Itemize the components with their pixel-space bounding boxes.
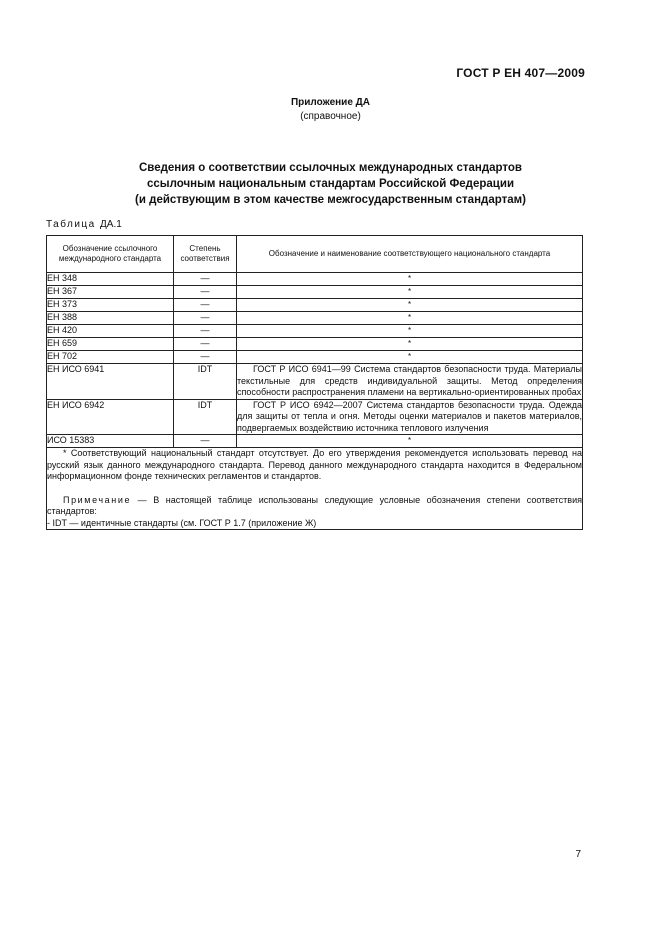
document-title-line: ссылочным национальным стандартам Российской Федерации: [146, 178, 515, 190]
cell-degree: —: [174, 325, 237, 338]
table-row: [47, 338, 583, 351]
cell-designation: ИСО 15383: [47, 435, 174, 448]
document-title: [60, 160, 601, 208]
document-title-line: Сведения о соответствии ссылочных международных стандартов: [138, 162, 522, 174]
cell-national-standard: *: [237, 286, 583, 299]
cell-national-standard: [237, 399, 583, 435]
table-footnote-cell: [47, 448, 583, 530]
cell-degree: —: [174, 299, 237, 312]
appendix-type: (справочное): [300, 111, 361, 122]
cell-designation: ЕН ИСО 6941: [47, 364, 174, 400]
table-footer-row: [47, 448, 583, 530]
table-row: [47, 364, 583, 400]
note-label: Примечание: [63, 494, 132, 505]
cell-designation: ЕН 659: [47, 338, 174, 351]
cell-designation: ЕН ИСО 6942: [47, 399, 174, 435]
table-row: [47, 325, 583, 338]
table-row: [47, 299, 583, 312]
cell-national-standard: *: [237, 299, 583, 312]
national-standard-text: ГОСТ Р ИСО 6941—99 Система стандартов безопасности труда. Материалы текстильные для средств индивидуальной защиты. Метод определения способности распространения пламени на вертикально-ориентированных пробах: [237, 364, 582, 397]
appendix-heading: [0, 96, 661, 124]
cell-degree: —: [174, 312, 237, 325]
table-row: [47, 351, 583, 364]
document-title-line: (и действующим в этом качестве межгосударственным стандартам): [135, 194, 526, 206]
cell-degree: —: [174, 273, 237, 286]
table-footnote: * Соответствующий национальный стандарт отсутствует. До его утверждения рекомендуется использовать перевод на русский язык данного международного стандарта. Перевод данного международного стандарта находится в Федеральном информационном фонде технических регламентов и стандартов.: [47, 448, 582, 481]
table-row: [47, 312, 583, 325]
cell-degree: —: [174, 435, 237, 448]
cell-designation: ЕН 702: [47, 351, 174, 364]
cell-national-standard: *: [237, 273, 583, 286]
cell-national-standard: *: [237, 351, 583, 364]
cell-national-standard: *: [237, 435, 583, 448]
table-row: [47, 286, 583, 299]
cell-degree: IDT: [174, 399, 237, 435]
document-code: ГОСТ Р ЕН 407—2009: [456, 66, 585, 80]
table-row: [47, 399, 583, 435]
table-note: [47, 495, 582, 518]
note-text: — В настоящей таблице использованы следующие условные обозначения степени соответствия стандартов:: [47, 494, 582, 516]
cell-degree: IDT: [174, 364, 237, 400]
cell-designation: ЕН 348: [47, 273, 174, 286]
table-caption-number: ДА.1: [100, 219, 122, 230]
table-row: [47, 435, 583, 448]
national-standard-text: ГОСТ Р ИСО 6942—2007 Система стандартов безопасности труда. Одежда для защиты от тепла и огня. Методы оценки материалов и пакетов материалов, подвергаемых воздействию источника теплового излучения: [237, 399, 582, 433]
cell-national-standard: *: [237, 338, 583, 351]
table-caption: [46, 219, 122, 230]
cell-designation: ЕН 420: [47, 325, 174, 338]
cell-degree: —: [174, 338, 237, 351]
cell-national-standard: [237, 364, 583, 400]
appendix-title: Приложение ДА: [290, 97, 371, 108]
cell-degree: —: [174, 286, 237, 299]
column-header-degree: Степень соответствия: [174, 236, 237, 273]
table-caption-word: Таблица: [46, 219, 96, 230]
table-header-row: [47, 236, 583, 273]
cell-designation: ЕН 367: [47, 286, 174, 299]
column-header-national-standard: Обозначение и наименование соответствующего национального стандарта: [237, 236, 583, 273]
cell-national-standard: *: [237, 325, 583, 338]
cell-designation: ЕН 373: [47, 299, 174, 312]
table-row: [47, 273, 583, 286]
cell-degree: —: [174, 351, 237, 364]
page-number: 7: [575, 849, 581, 860]
cell-designation: ЕН 388: [47, 312, 174, 325]
note-item: - IDT — идентичные стандарты (см. ГОСТ Р 1.7 (приложение Ж): [47, 517, 317, 528]
cell-national-standard: *: [237, 312, 583, 325]
correspondence-table: [46, 235, 583, 530]
column-header-designation: Обозначение ссылочного международного стандарта: [47, 236, 174, 273]
